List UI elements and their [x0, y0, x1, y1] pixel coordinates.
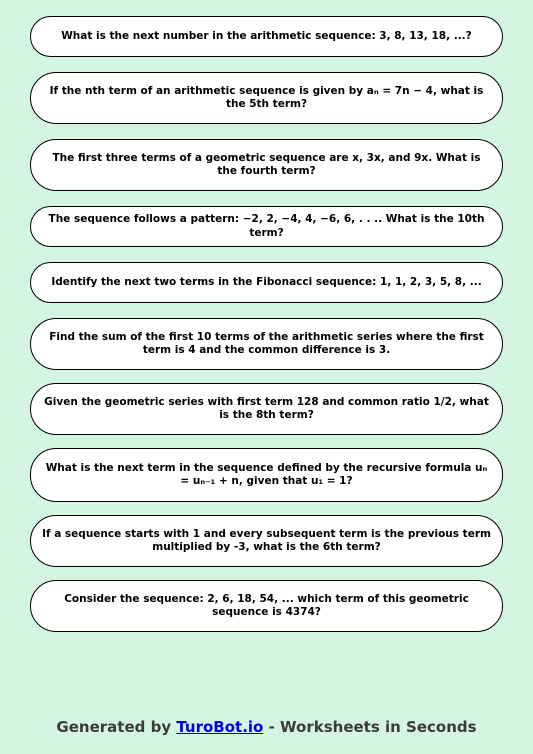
- question-list: [30, 16, 503, 632]
- question-text-9: If a sequence starts with 1 and every subsequent term is the previous term multiplied by -3, what is the 6th term?: [42, 527, 491, 553]
- question-card-6: [30, 318, 503, 370]
- question-text-8: What is the next term in the sequence defined by the recursive formula uₙ = uₙ₋₁ + n, given that u₁ = 1?: [45, 461, 488, 487]
- question-text-5: Identify the next two terms in the Fibonacci sequence: 1, 1, 2, 3, 5, 8, ...: [51, 275, 482, 288]
- question-text-6: Find the sum of the first 10 terms of the arithmetic series where the first term is 4 and the common difference is 3.: [49, 330, 484, 356]
- question-card-3: [30, 139, 503, 191]
- question-card-7: [30, 383, 503, 435]
- question-text-7: Given the geometric series with first term 128 and common ratio 1/2, what is the 8th term?: [44, 395, 489, 421]
- question-text-3: The first three terms of a geometric sequence are x, 3x, and 9x. What is the fourth term?: [52, 151, 481, 177]
- question-card-8: [30, 448, 503, 502]
- question-card-4: [30, 206, 503, 247]
- question-card-1: [30, 16, 503, 57]
- question-text-4: The sequence follows a pattern: −2, 2, −4, 4, −6, 6, . . .. What is the 10th term?: [48, 213, 485, 239]
- footer-prefix: Generated by: [56, 718, 177, 736]
- question-text-1: What is the next number in the arithmetic sequence: 3, 8, 13, 18, ...?: [61, 29, 472, 42]
- question-text-2: If the nth term of an arithmetic sequence is given by aₙ = 7n − 4, what is the 5th term?: [49, 84, 484, 110]
- question-text-10: Consider the sequence: 2, 6, 18, 54, ... which term of this geometric sequence is 4374?: [64, 592, 469, 618]
- question-card-9: [30, 515, 503, 567]
- turobot-link[interactable]: TuroBot.io: [176, 718, 264, 736]
- footer-suffix: - Worksheets in Seconds: [263, 718, 477, 736]
- question-card-2: [30, 72, 503, 124]
- footer: [0, 718, 533, 736]
- question-card-5: [30, 262, 503, 303]
- question-card-10: [30, 580, 503, 632]
